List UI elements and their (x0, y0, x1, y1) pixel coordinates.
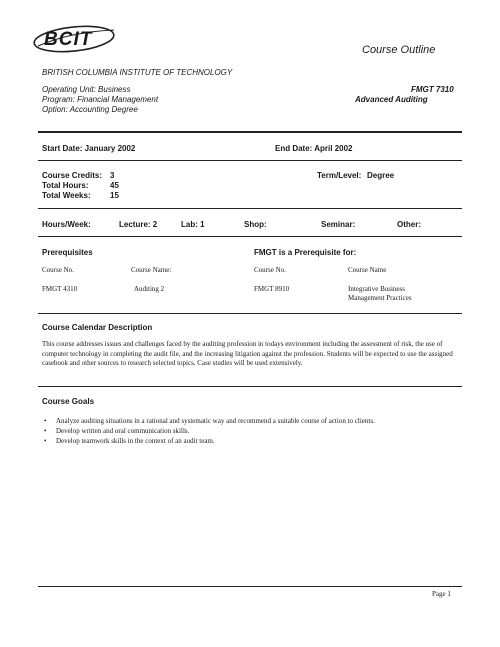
operating-unit: Operating Unit: Business (42, 85, 131, 94)
weeks-label: Total Weeks: (42, 191, 91, 200)
end-date: End Date: April 2002 (275, 144, 353, 153)
bullet-icon: • (44, 427, 47, 435)
bullet-icon: • (44, 437, 47, 445)
option: Option: Accounting Degree (42, 105, 138, 114)
lecture-hours: Lecture: 2 (119, 220, 158, 229)
goal-item (44, 437, 215, 445)
hours-value: 45 (110, 181, 119, 190)
hours-label: Total Hours: (42, 181, 89, 190)
doc-type-title: Course Outline (362, 44, 436, 56)
goals-heading: Course Goals (42, 397, 95, 406)
prereq-course-name: Auditing 2 (134, 285, 165, 293)
course-code: FMGT 7310 (411, 85, 454, 94)
program: Program: Financial Management (42, 95, 159, 104)
credits-label: Course Credits: (42, 171, 103, 180)
prereq-for-course-name-2: Management Practices (348, 294, 412, 302)
description-heading: Course Calendar Description (42, 323, 153, 332)
bullet-icon: • (44, 417, 47, 425)
start-date: Start Date: January 2002 (42, 144, 136, 153)
seminar-hours: Seminar: (321, 220, 356, 229)
footer-divider (38, 586, 462, 587)
hours-week-label: Hours/Week: (42, 220, 91, 229)
divider (38, 160, 462, 161)
other-hours: Other: (397, 220, 421, 229)
prereq-for-col-no: Course No. (254, 266, 286, 274)
prereq-heading: Prerequisites (42, 248, 93, 257)
divider (38, 131, 462, 133)
goal-item (44, 417, 375, 425)
weeks-value: 15 (110, 191, 119, 200)
prereq-for-course-name-1: Integrative Business (348, 285, 405, 293)
prereq-for-course-no: FMGT 8910 (254, 285, 290, 293)
page-number: Page 1 (432, 590, 451, 598)
logo-text: BCIT (44, 29, 93, 50)
shop-hours: Shop: (244, 220, 267, 229)
credits-value: 3 (110, 171, 115, 180)
institute-name: BRITISH COLUMBIA INSTITUTE OF TECHNOLOGY (42, 68, 233, 77)
term-label: Term/Level: (317, 171, 362, 180)
prereq-for-col-name: Course Name (348, 266, 387, 274)
lab-hours: Lab: 1 (181, 220, 205, 229)
goal-text: Develop teamwork skills in the context of an audit team. (56, 437, 215, 445)
divider (38, 236, 462, 237)
goal-text: Develop written and oral communication skills. (56, 427, 190, 435)
bcit-logo (30, 22, 118, 56)
course-title: Advanced Auditing (355, 95, 428, 104)
divider (38, 208, 462, 209)
goal-text: Analyze auditing situations in a rational and systematic way and recommend a suitable course of action to clients. (56, 417, 375, 425)
divider (38, 386, 462, 387)
goal-item (44, 427, 189, 435)
prereq-col-no: Course No. (42, 266, 74, 274)
prereq-course-no: FMGT 4310 (42, 285, 78, 293)
description-text: This course addresses issues and challenges faced by the auditing profession in todays environment including the assessment of risk, the use of computer technology in completing the audit file, and the increasing litigation against the profession. Students will be expected to use the assigned casebook and other sources to research selected topics. Case studies will be used extensively. (42, 340, 453, 367)
prereq-for-heading: FMGT is a Prerequisite for: (254, 248, 357, 257)
divider (38, 313, 462, 314)
prereq-col-name: Course Name: (131, 266, 172, 274)
term-value: Degree (367, 171, 395, 180)
